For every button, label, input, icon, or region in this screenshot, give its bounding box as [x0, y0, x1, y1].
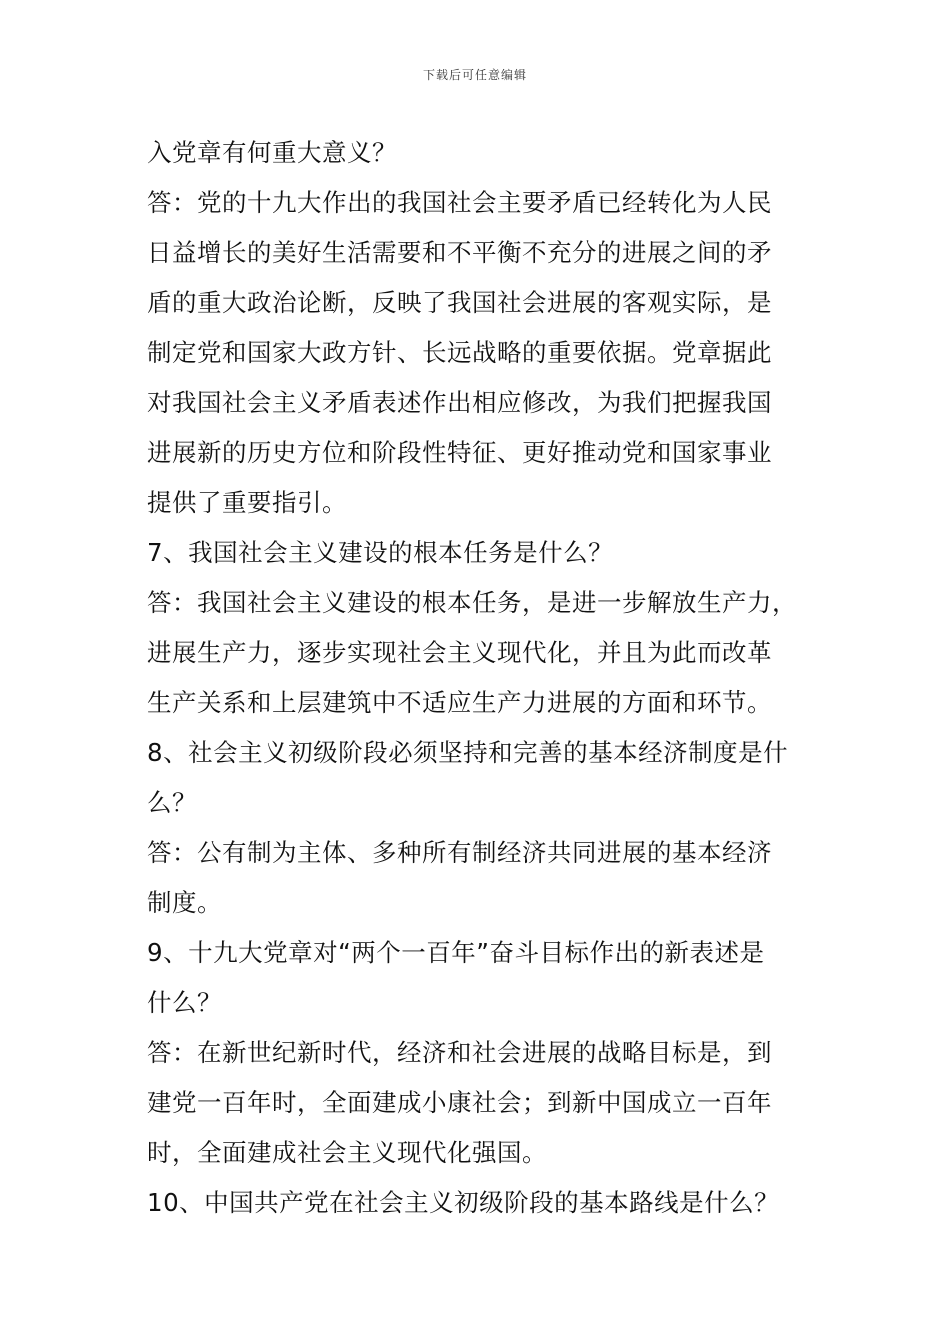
- text-line: 制度。: [147, 888, 222, 917]
- text-line: 提供了重要指引。: [147, 488, 347, 517]
- text-line: 生产关系和上层建筑中不适应生产力进展的方面和环节。: [147, 688, 772, 717]
- text-line: 对我国社会主义矛盾表述作出相应修改，为我们把握我国: [147, 388, 772, 417]
- text-line: 答：在新世纪新时代，经济和社会进展的战略目标是，到: [147, 1038, 772, 1067]
- text-line: 答：党的十九大作出的我国社会主要矛盾已经转化为人民: [147, 188, 772, 217]
- question-7: 7、我国社会主义建设的根本任务是什么？: [147, 538, 614, 567]
- text-line: 制定党和国家大政方针、长远战略的重要依据。党章据此: [147, 338, 772, 367]
- question-9: 9、十九大党章对“两个一百年”奋斗目标作出的新表述是: [147, 938, 765, 967]
- text-line: 么？: [147, 788, 197, 817]
- text-line: 盾的重大政治论断，反映了我国社会进展的客观实际，是: [147, 288, 772, 317]
- text-line: 什么？: [147, 988, 222, 1017]
- question-10: 10、中国共产党在社会主义初级阶段的基本路线是什么？: [147, 1188, 780, 1217]
- text-line: 日益增长的美好生活需要和不平衡不充分的进展之间的矛: [147, 238, 772, 267]
- page-header: 下载后可任意编辑: [422, 68, 527, 82]
- document-body: [147, 128, 807, 1228]
- text-line: 答：公有制为主体、多种所有制经济共同进展的基本经济: [147, 838, 772, 867]
- text-line: 入党章有何重大意义？: [147, 138, 397, 167]
- text-line: 答：我国社会主义建设的根本任务，是进一步解放生产力，: [147, 588, 797, 617]
- text-line: 时，全面建成社会主义现代化强国。: [147, 1138, 547, 1167]
- text-line: 进展生产力，逐步实现社会主义现代化，并且为此而改革: [147, 638, 772, 667]
- text-line: 进展新的历史方位和阶段性特征、更好推动党和国家事业: [147, 438, 772, 467]
- question-8: 8、社会主义初级阶段必须坚持和完善的基本经济制度是什: [147, 738, 789, 767]
- text-line: 建党一百年时，全面建成小康社会；到新中国成立一百年: [147, 1088, 772, 1117]
